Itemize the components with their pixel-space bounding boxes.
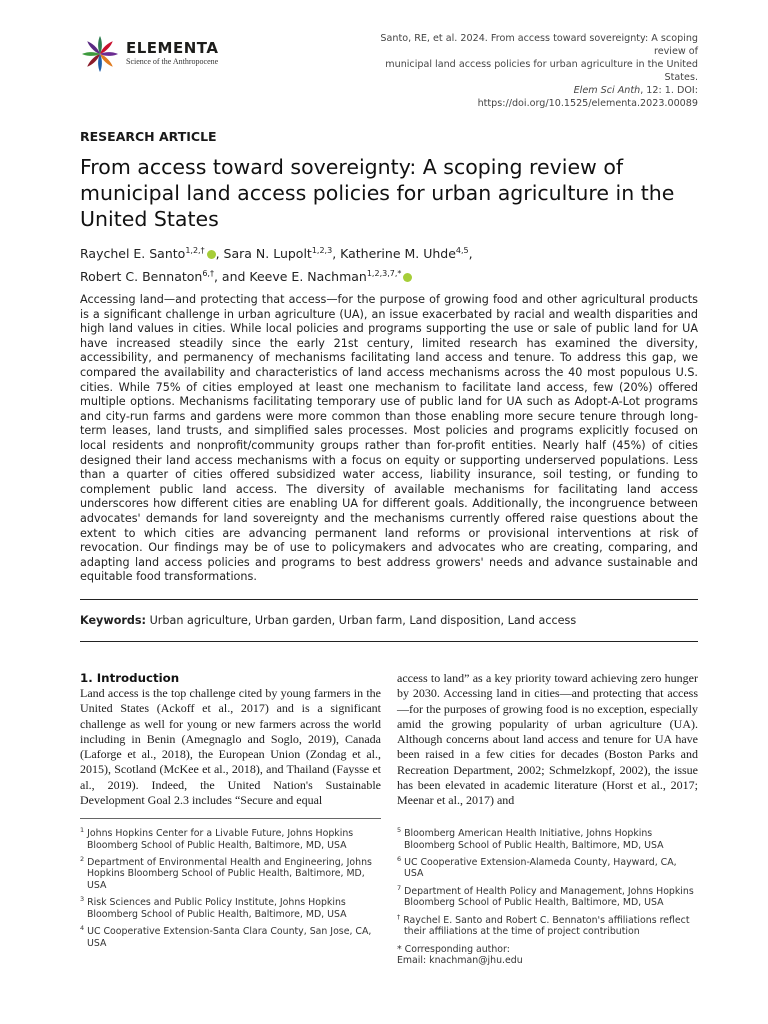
keywords-list: Urban agriculture, Urban garden, Urban farm, Land disposition, Land access — [146, 614, 577, 627]
citation-line: municipal land access policies for urban agriculture in the United States. — [385, 59, 698, 83]
footnote-number: 5 — [397, 826, 402, 834]
abstract: Accessing land—and protecting that access—for the purpose of growing food and other agricultural products is a significant challenge in urban agriculture (UA), an issue exacerbated by racial and wealth disparities and high land values in cities. While local policies and programs supporting the use or sale of public land for UA have increased steadily since the early 21st century, limited research has examined the diversity, accessibility, and permanency of mechanisms facilitating land access and tenure. To address this gap, we compared the availability and characteristics of land access mechanisms across the 40 most populous U.S. cities. While 75% of cities employed at least one mechanism to facilitate land access, few (20%) offered multiple options. Mechanisms facilitating temporary use of public land for UA such as Adopt-A-Lot programs and city-run farms and gardens were more common than those enabling more secure tenure through long-term leases, land trusts, and simplified sales processes. Most policies and programs explicitly focused on local residents and nonprofit/community groups rather than for-profit entities. Nearly half (45%) of cities designed their land access mechanisms with a focus on equity or supporting underserved populations. Less than a quarter of cities offered subsidized water access, liability insurance, soil testing, or funding to complement public land access. The diversity of available mechanisms for facilitating land access underscores how different cities are enabling UA for different goals. Additionally, the incongruence between advocates' demands for land sovereignty and the mechanisms currently offered raise questions about the extent to which cities are advancing permanent land reforms or provisional interventions at risk of revocation. Our findings may be of use to policymakers and advocates who are creating, comparing, and adapting land access policies and programs to best address growers' needs and advance sustainable and equitable food transformations. — [80, 293, 698, 584]
footnote — [397, 883, 698, 909]
footnote-divider — [80, 818, 381, 819]
footnote-list — [397, 825, 698, 938]
footnote-number: 6 — [397, 854, 402, 863]
divider — [80, 599, 698, 600]
footnote-number: 3 — [80, 895, 85, 904]
article-type: RESEARCH ARTICLE — [80, 129, 217, 144]
divider — [80, 641, 698, 642]
footnote — [397, 825, 698, 851]
footnote-number: 2 — [80, 854, 85, 863]
body-paragraph: Land access is the top challenge cited by young farmers in the United States (Ackoff et al., 2017) and is a significant challenge as well for young or new farmers across the world including in Benin (Amegnaglo and Soglo, 2019), Canada (Laforge et al., 2018), the European Union (Zondag et al., 2015), Scotland (McKee et al., 2018), and Thailand (Faysse et al., 2019). Indeed, the United Nation's Sustainable Development Goal 2.3 includes “Secure and equal — [80, 686, 381, 808]
author-name: Robert C. Bennaton — [80, 269, 203, 285]
footnote-text: Bloomberg American Health Initiative, Johns Hopkins Bloomberg School of Public Health, Baltimore, MD, USA — [401, 828, 664, 851]
logo-name: ELEMENTA — [126, 39, 219, 57]
corresponding-author-label: * Corresponding author: — [397, 943, 510, 955]
footnote — [80, 894, 381, 920]
footnote-text: Department of Health Policy and Management, Johns Hopkins Bloomberg School of Public Health, Baltimore, MD, USA — [401, 886, 694, 909]
author-affiliation-marks: 6,† — [202, 269, 214, 279]
author-separator: , and — [213, 269, 250, 285]
author-name: Katherine M. Uhde — [340, 246, 456, 262]
author-separator: , — [215, 246, 224, 262]
keywords-label: Keywords: — [80, 614, 147, 627]
author-separator: , — [332, 246, 341, 262]
orcid-icon[interactable] — [403, 273, 412, 282]
body-column-left — [80, 671, 381, 808]
author-name: Keeve E. Nachman — [249, 269, 367, 285]
journal-logo — [80, 34, 230, 76]
footnote — [80, 923, 381, 949]
footnote-text: UC Cooperative Extension-Santa Clara County, San Jose, CA, USA — [84, 926, 372, 949]
citation-line: Santo, RE, et al. 2024. From access toward sovereignty: A scoping review of — [380, 33, 698, 57]
body-paragraph: access to land” as a key priority toward achieving zero hunger by 2030. Accessing land in cities—and protecting that access—for the purposes of growing food is no exception, especially amid the growing popularity of urban agriculture (UA). Although concerns about land access and tenure for UA have been raised in a few cities for decades (Boston Parks and Recreation Department, 2002; Schmelzkopf, 2002), the issue has been elevated in academic literature (Horst et al., 2017; Meenar et al., 2017) and — [397, 671, 698, 808]
footnote-text: Department of Environmental Health and Engineering, Johns Hopkins Bloomberg School of Public Health, Baltimore, MD, USA — [84, 857, 372, 891]
citation-doi[interactable]: , 12: 1. DOI: https://doi.org/10.1525/elementa.2023.00089 — [477, 85, 698, 109]
footnotes-right — [397, 825, 698, 967]
footnote-number: 4 — [80, 924, 85, 933]
author-affiliation-marks: 1,2,3,7,* — [366, 269, 402, 279]
footnote-text: Risk Sciences and Public Policy Institute, Johns Hopkins Bloomberg School of Public Health, Baltimore, MD, USA — [84, 897, 347, 920]
footnote-number: † — [397, 912, 401, 921]
footnote-number: 1 — [80, 826, 85, 834]
footnote — [397, 912, 698, 938]
author-name: Sara N. Lupolt — [223, 246, 312, 262]
footnote-text: Raychel E. Santo and Robert C. Bennaton's affiliations reflect their affiliations at the time of project contribution — [400, 914, 690, 938]
author-separator: , — [468, 246, 473, 262]
footnotes-left — [80, 825, 381, 952]
section-heading: 1. Introduction — [80, 671, 180, 685]
citation-journal: Elem Sci Anth — [573, 85, 641, 96]
logo-subtitle: Science of the Anthropocene — [126, 57, 219, 66]
body-column-right — [397, 671, 698, 809]
author-affiliation-marks: 4,5 — [455, 246, 469, 255]
footnote — [397, 854, 698, 880]
citation-block — [353, 32, 698, 110]
footnote — [80, 825, 381, 851]
keywords — [80, 614, 698, 627]
corresponding-email[interactable]: Email: knachman@jhu.edu — [397, 955, 523, 967]
author-affiliation-marks: 1,2,3 — [311, 246, 333, 255]
author-list — [80, 241, 700, 287]
footnote — [80, 854, 381, 891]
orcid-icon[interactable] — [207, 250, 216, 259]
elementa-logo-icon — [80, 34, 120, 74]
author-affiliation-marks: 1,2,† — [185, 246, 205, 255]
footnote-text: UC Cooperative Extension-Alameda County, Hayward, CA, USA — [401, 857, 677, 880]
footnote-number: 7 — [397, 883, 402, 892]
footnote-text: Johns Hopkins Center for a Livable Future, Johns Hopkins Bloomberg School of Public Health, Baltimore, MD, USA — [84, 828, 354, 851]
citation-line — [353, 84, 698, 110]
author-name: Raychel E. Santo — [80, 246, 186, 262]
article-title: From access toward sovereignty: A scoping review of municipal land access policies for urban agriculture in the United States — [80, 155, 675, 231]
